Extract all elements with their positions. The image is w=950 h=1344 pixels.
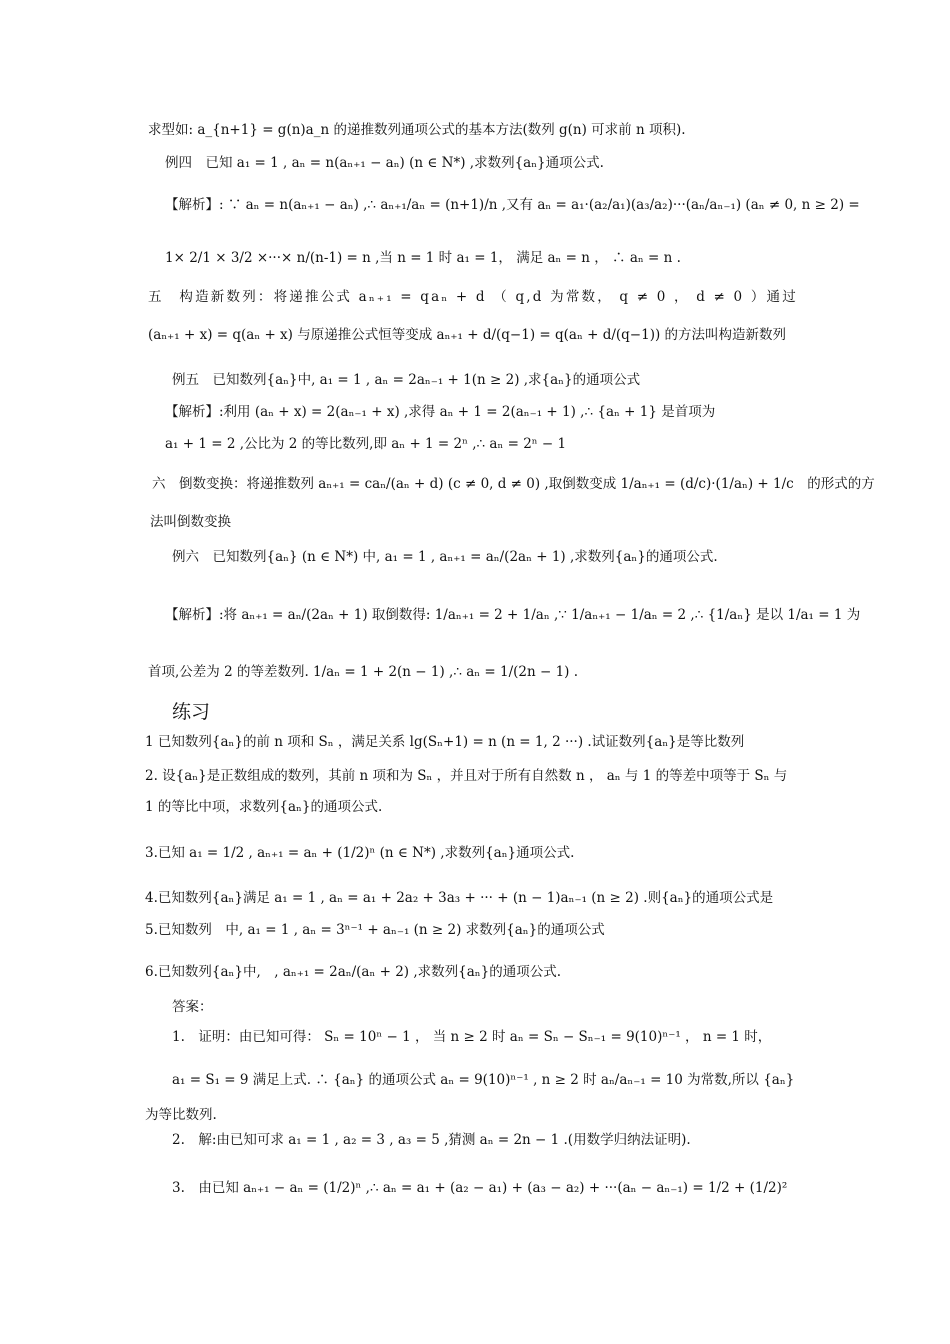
example-4-solution-1: 【解析】: ∵ aₙ = n(aₙ₊₁ − aₙ) ,∴ aₙ₊₁/aₙ = (n+1)/n ,又有 aₙ = a₁·(a₂/a₁)(a₃/a₂)···(aₙ/aₙ₋₁) (aₙ ≠ 0, n ≥ 2) =	[165, 197, 860, 213]
exercise-3: 3.已知 a₁ = 1/2 , aₙ₊₁ = aₙ + (1/2)ⁿ (n ∈ N*) ,求数列{aₙ}通项公式.	[145, 845, 575, 861]
exercise-2-line-1: 2. 设{aₙ}是正数组成的数列，其前 n 项和为 Sₙ ，并且对于所有自然数 n ， aₙ 与 1 的等差中项等于 Sₙ 与	[145, 768, 788, 784]
answers-label: 答案：	[172, 999, 213, 1015]
section-6-title: 六 倒数变换：将递推数列 aₙ₊₁ = caₙ/(aₙ + d) (c ≠ 0, d ≠ 0) ,取倒数变成 1/aₙ₊₁ = (d/c)·(1/aₙ) + 1/c 的形式的方	[152, 476, 875, 492]
answer-2: 2. 解:由已知可求 a₁ = 1 , a₂ = 3 , a₃ = 5 ,猜测 aₙ = 2n − 1 .(用数学归纳法证明).	[172, 1132, 691, 1148]
section-5-body: (aₙ₊₁ + x) = q(aₙ + x) 与原递推公式恒等变成 aₙ₊₁ + d/(q−1) = q(aₙ + d/(q−1)) 的方法叫构造新数列	[148, 327, 787, 343]
section-6-body: 法叫倒数变换	[150, 514, 231, 530]
exercise-6: 6.已知数列{aₙ}中, , aₙ₊₁ = 2aₙ/(aₙ + 2) ,求数列{aₙ}的通项公式.	[145, 964, 562, 980]
answer-1-line-3: 为等比数列.	[145, 1107, 217, 1123]
answer-3: 3. 由已知 aₙ₊₁ − aₙ = (1/2)ⁿ ,∴ aₙ = a₁ + (a₂ − a₁) + (a₃ − a₂) + ···(aₙ − aₙ₋₁) = 1/2 + (1/2)²	[172, 1180, 788, 1196]
example-5-solution-1: 【解析】:利用 (aₙ + x) = 2(aₙ₋₁ + x) ,求得 aₙ + 1 = 2(aₙ₋₁ + 1) ,∴ {aₙ + 1} 是首项为	[165, 404, 716, 420]
example-4-solution-2: 1× 2/1 × 3/2 ×···× n/(n-1) = n ,当 n = 1 时 a₁ = 1， 满足 aₙ = n ， ∴ aₙ = n .	[165, 250, 681, 266]
example-6-solution-1: 【解析】:将 aₙ₊₁ = aₙ/(2aₙ + 1) 取倒数得: 1/aₙ₊₁ = 2 + 1/aₙ ,∵ 1/aₙ₊₁ − 1/aₙ = 2 ,∴ {1/aₙ} 是以 1/a₁ = 1 为	[165, 607, 861, 623]
section-5-title: 五 构造新数列：将递推公式 aₙ₊₁ = qaₙ + d （ q,d 为常数， q ≠ 0 ， d ≠ 0 ）通过	[148, 289, 798, 305]
text-line-method: 求型如: a_{n+1} = g(n)a_n 的递推数列通项公式的基本方法(数列 g(n) 可求前 n 项积).	[148, 122, 686, 138]
section-heading: 练习	[172, 701, 211, 723]
exercise-5: 5.已知数列 中, a₁ = 1 , aₙ = 3ⁿ⁻¹ + aₙ₋₁ (n ≥ 2) 求数列{aₙ}的通项公式	[145, 922, 605, 938]
example-5-solution-2: a₁ + 1 = 2 ,公比为 2 的等比数列,即 aₙ + 1 = 2ⁿ ,∴ aₙ = 2ⁿ − 1	[165, 436, 567, 452]
example-4-title: 例四 已知 a₁ = 1 , aₙ = n(aₙ₊₁ − aₙ) (n ∈ N*) ,求数列{aₙ}通项公式.	[165, 155, 604, 171]
example-6-solution-2: 首项,公差为 2 的等差数列. 1/aₙ = 1 + 2(n − 1) ,∴ aₙ = 1/(2n − 1) .	[148, 664, 579, 680]
exercise-1: 1 已知数列{aₙ}的前 n 项和 Sₙ ，满足关系 lg(Sₙ+1) = n (n = 1, 2 ···) .试证数列{aₙ}是等比数列	[145, 734, 745, 750]
exercise-4: 4.已知数列{aₙ}满足 a₁ = 1 , aₙ = a₁ + 2a₂ + 3a₃ + ··· + (n − 1)aₙ₋₁ (n ≥ 2) .则{aₙ}的通项公式是	[145, 890, 774, 906]
exercise-2-line-2: 1 的等比中项，求数列{aₙ}的通项公式.	[145, 799, 383, 815]
answer-1-line-1: 1. 证明：由已知可得： Sₙ = 10ⁿ − 1 ， 当 n ≥ 2 时 aₙ = Sₙ − Sₙ₋₁ = 9(10)ⁿ⁻¹ ， n = 1 时，	[172, 1029, 772, 1045]
example-5-title: 例五 已知数列{aₙ}中, a₁ = 1 , aₙ = 2aₙ₋₁ + 1(n ≥ 2) ,求{aₙ}的通项公式	[172, 372, 641, 388]
example-6-title: 例六 已知数列{aₙ} (n ∈ N*) 中, a₁ = 1 , aₙ₊₁ = aₙ/(2aₙ + 1) ,求数列{aₙ}的通项公式.	[172, 549, 718, 565]
answer-1-line-2: a₁ = S₁ = 9 满足上式. ∴ {aₙ} 的通项公式 aₙ = 9(10)ⁿ⁻¹ , n ≥ 2 时 aₙ/aₙ₋₁ = 10 为常数,所以 {aₙ}	[172, 1072, 795, 1088]
